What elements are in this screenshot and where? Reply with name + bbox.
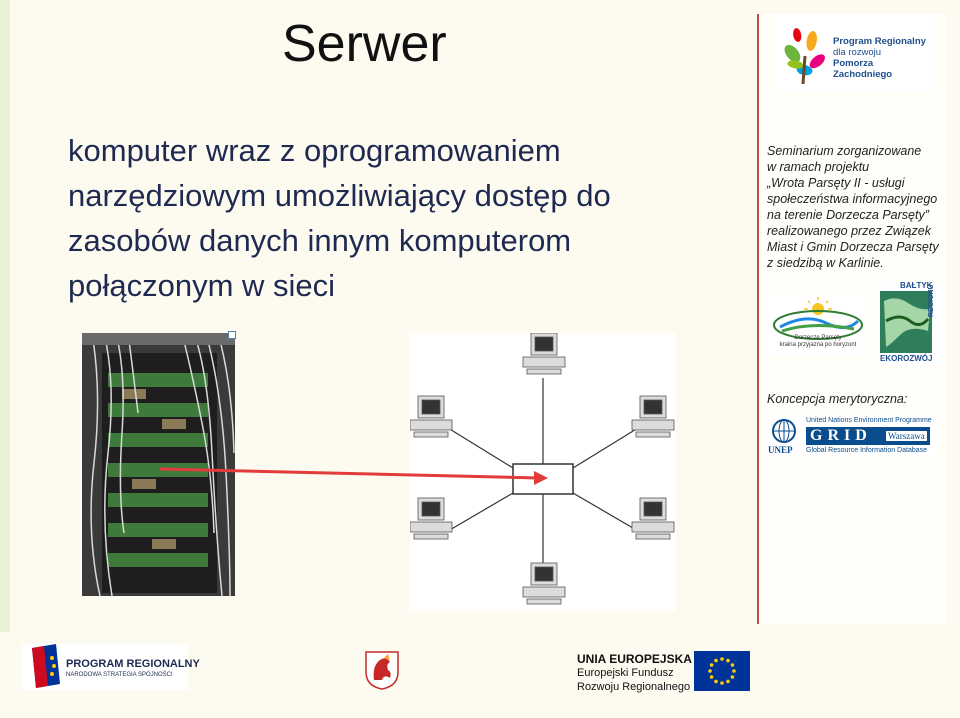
definition-line: zasobów danych innym komputerom [68,223,572,258]
koncepcja-label: Koncepcja merytoryczna: [767,392,908,406]
ekorozwoj-label: EKOROZWÓJ [880,354,933,363]
logo-program-line2: dla rozwoju [833,47,882,58]
seminar-line: Miast i Gmin Dorzecza Parsęty [767,240,939,254]
seminar-line: społeczeństwa informacyjnego [767,192,938,206]
grid-line2: Global Resource Information Database [806,447,928,454]
seminar-line: z siedzibą w Karlinie. [767,256,884,270]
eu-text [577,652,692,694]
griffin-shield-icon [364,650,400,690]
grid-city: Warszawa [888,431,925,441]
seminar-line: na terenie Dorzecza Parsęty” [767,208,929,222]
baltyk-label: BAŁTYK [900,281,933,290]
grid-letters: GRID [810,427,872,444]
logo-program-line3: Pomorza Zachodniego [833,58,893,80]
seminar-line: Seminarium zorganizowane [767,144,922,158]
coat-of-arms [364,650,400,690]
slide-title: Serwer [282,15,447,73]
eu-flag-icon [694,651,750,691]
regionu-label: REGIONU [928,284,935,317]
unep-label: UNEP [768,445,793,455]
logo-program-line1: Program Regionalny [833,36,926,47]
eu-line2: Rozwoju Regionalnego [577,681,691,693]
dorzecze-line1: Dorzecze Parsęty [794,335,842,341]
footer-program-line1: PROGRAM REGIONALNY [66,658,200,670]
dorzecze-line2: kraina przyjazna po horyzont [779,342,857,348]
seminar-line: w ramach projektu [767,160,870,174]
grid-line1: United Nations Environment Programme [806,417,932,424]
definition-line: połączonym w sieci [68,268,336,303]
seminar-line: realizowanego przez Związek [767,224,931,238]
footer-program-line2: NARODOWA STRATEGIA SPÓJNOŚCI [66,672,173,678]
program-regionalny-footer-logo [22,644,200,690]
seminar-line: „Wrota Parsęty II - usługi [767,176,905,190]
nss-flag-icon [26,644,66,690]
eu-line1: Europejski Fundusz [577,667,674,679]
eu-title: UNIA EUROPEJSKA [577,652,692,666]
definition-line: komputer wraz z oprogramowaniem [68,133,561,168]
definition-line: narzędziowym umożliwiający dostęp do [68,178,611,213]
